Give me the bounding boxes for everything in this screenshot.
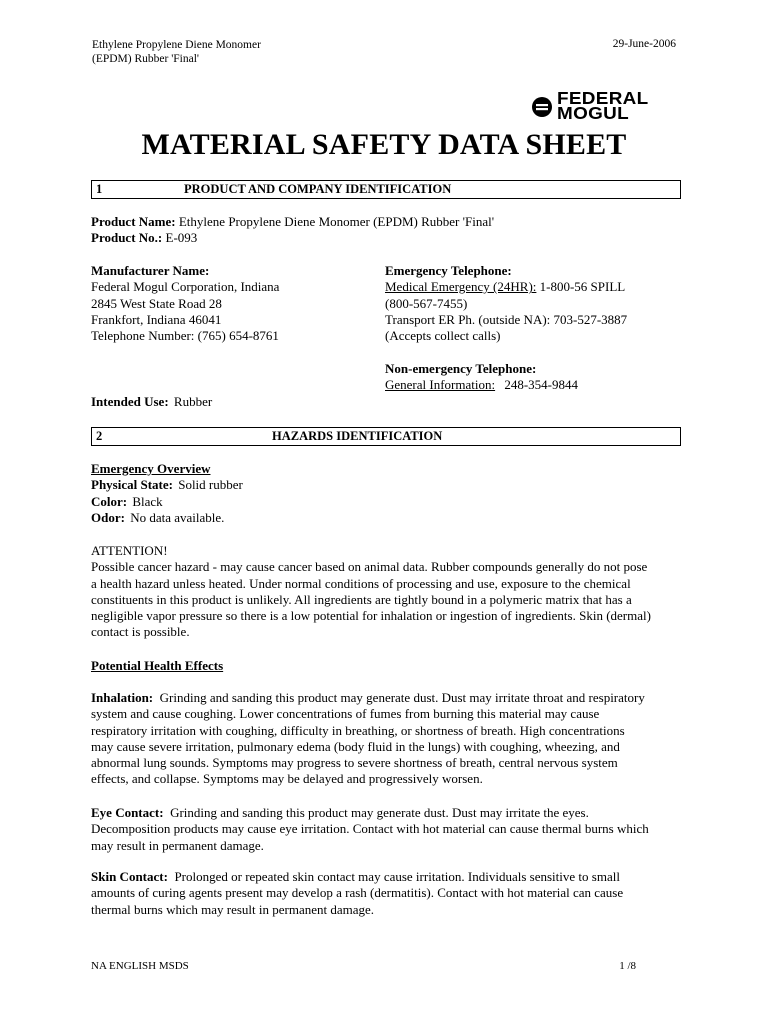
physical-state-label: Physical State:: [91, 477, 173, 493]
general-info-label: General Information:: [385, 377, 496, 393]
eye-contact-label: Eye Contact:: [91, 805, 164, 820]
inhalation-label: Inhalation:: [91, 690, 154, 705]
section-2-title: HAZARDS IDENTIFICATION: [272, 429, 443, 443]
header-title-line2: (EPDM) Rubber 'Final': [92, 53, 199, 65]
manufacturer-line: Federal Mogul Corporation, Indiana: [91, 279, 280, 295]
manufacturer-block: [91, 263, 279, 344]
attention-line: constituents in this product is unlikely. All ingredients are tightly bound in a polymeric matrix that has a: [91, 591, 632, 607]
footer-label: NA ENGLISH MSDS: [91, 960, 189, 972]
logo-line1: FEDERAL: [557, 88, 649, 108]
color-label: Color:: [91, 493, 128, 509]
logo-line2: MOGUL: [557, 103, 629, 123]
section-1-number: 1: [96, 182, 103, 196]
manufacturer-line: Frankfort, Indiana 46041: [91, 311, 222, 327]
inhalation-line: system and cause coughing. Lower concentrations of fumes from burning this material may cause: [91, 706, 600, 722]
section-2-heading: [91, 427, 681, 446]
header-date: 29-June-2006: [612, 38, 676, 50]
attention-block: [91, 543, 681, 641]
attention-line: Possible cancer hazard - may cause cancer based on animal data. Rubber compounds generally do not pose: [91, 559, 648, 575]
inhalation-line: Grinding and sanding this product may generate dust. Dust may irritate throat and respiratory: [159, 690, 645, 705]
nonemergency-label: Non-emergency Telephone:: [385, 361, 537, 376]
section-1-heading: [91, 180, 681, 199]
inhalation-line: respiratory irritation with coughing, difficulty in breathing, or shortness of breath. High concentrations: [91, 722, 625, 738]
manufacturer-label: Manufacturer Name:: [91, 263, 210, 278]
document-header-title: [92, 38, 261, 66]
health-effects-heading: [91, 658, 223, 674]
emergency-overview-block: [91, 461, 243, 526]
nonemergency-block: [385, 361, 578, 394]
intended-use-label: Intended Use:: [91, 394, 169, 409]
attention-heading: ATTENTION!: [91, 543, 168, 558]
eye-contact-line: Grinding and sanding this product may generate dust. Dust may irritate the eyes.: [170, 805, 589, 820]
product-no-value: E-093: [165, 230, 198, 245]
logo-wordmark: [557, 88, 649, 123]
skin-contact-line: amounts of curing agents present may develop a rash (dermatitis). Contact with hot material can cause: [91, 885, 624, 901]
section-2-number: 2: [96, 429, 103, 443]
medical-emergency-value: 1-800-56 SPILL: [539, 279, 626, 295]
intended-use-value: Rubber: [173, 394, 213, 409]
product-no-label: Product No.:: [91, 230, 163, 245]
inhalation-line: may cause severe irritation, pulmonary edema (body fluid in the lungs) with coughing, wheezing, and: [91, 738, 620, 754]
manufacturer-line: Telephone Number: (765) 654-8761: [91, 328, 279, 344]
federal-mogul-logo: [531, 88, 676, 126]
collect-calls-note: (Accepts collect calls): [385, 328, 501, 344]
emergency-overview-heading: Emergency Overview: [91, 461, 211, 476]
skin-contact-block: [91, 869, 681, 918]
intended-use-line: [91, 394, 212, 410]
inhalation-line: abnormal lung sounds. Symptoms may progress to severe shortness of breath, central nervous system: [91, 755, 618, 771]
skin-contact-line: Prolonged or repeated skin contact may cause irritation. Individuals sensitive to small: [174, 869, 620, 884]
attention-line: a health hazard unless heated. Under normal conditions of processing and use, exposure to the chemical: [91, 575, 631, 591]
product-no-line: [91, 230, 197, 246]
transport-phone: Transport ER Ph. (outside NA): 703-527-3887: [385, 311, 628, 327]
product-name-label: Product Name:: [91, 214, 176, 229]
medical-emergency-label: Medical Emergency (24HR):: [385, 279, 537, 295]
attention-line: contact is possible.: [91, 624, 190, 640]
product-name-value: Ethylene Propylene Diene Monomer (EPDM) Rubber 'Final': [178, 214, 495, 229]
section-1-title: PRODUCT AND COMPANY IDENTIFICATION: [184, 182, 452, 196]
medical-emergency-value-2: (800-567-7455): [385, 295, 468, 311]
header-title-line1: Ethylene Propylene Diene Monomer: [92, 39, 261, 51]
emergency-label: Emergency Telephone:: [385, 263, 512, 278]
product-name-line: [91, 214, 494, 230]
inhalation-line: effects, and collapse. Symptoms may be delayed and progressively worsen.: [91, 771, 483, 787]
page-number: 1 /8: [619, 960, 636, 972]
emergency-block: [385, 263, 627, 344]
health-effects-heading-text: Potential Health Effects: [91, 658, 224, 673]
color-value: Black: [132, 493, 163, 509]
eye-contact-block: [91, 805, 681, 854]
inhalation-block: [91, 690, 681, 788]
skin-contact-label: Skin Contact:: [91, 869, 168, 884]
skin-contact-line: thermal burns which may result in permanent damage.: [91, 901, 375, 917]
page-title: MATERIAL SAFETY DATA SHEET: [141, 128, 627, 161]
attention-line: negligible vapor pressure so there is a low potential for inhalation or ingestion of ingredients. Skin (dermal): [91, 608, 651, 624]
odor-label: Odor:: [91, 509, 125, 525]
odor-value: No data available.: [130, 509, 225, 525]
eye-contact-line: may result in permanent damage.: [91, 837, 264, 853]
general-info-value: 248-354-9844: [504, 377, 579, 393]
manufacturer-line: 2845 West State Road 28: [91, 295, 222, 311]
physical-state-value: Solid rubber: [178, 477, 243, 493]
eye-contact-line: Decomposition products may cause eye irritation. Contact with hot material can cause thermal burns which: [91, 821, 649, 837]
federal-mogul-logo-icon: [531, 96, 553, 118]
